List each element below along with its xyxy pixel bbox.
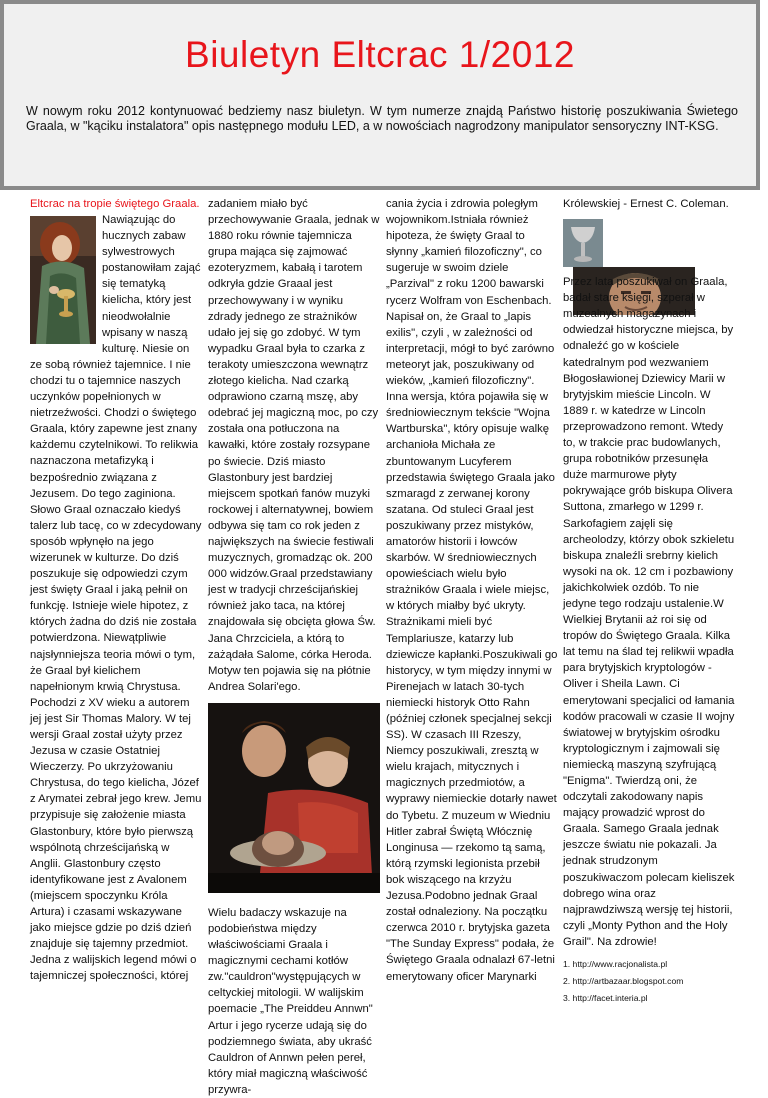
column-4	[563, 196, 735, 1007]
column-1	[30, 196, 202, 985]
footnote-item: 3. http://facet.interia.pl	[563, 993, 648, 1004]
intro-paragraph: W nowym roku 2012 kontynuować bedziemy nasz biuletyn. W tym numerze znajdą Państwo historię poszukiwania Świetego Graala, w "kąciku instalatora" opis następnego modułu LED, a w nowościach nagrodzony manipulator sensoryczny INT-KSG.	[26, 104, 738, 133]
chalice-image	[563, 219, 603, 267]
column-2	[208, 196, 380, 1098]
column-3-text: cania życia i zdrowia poległym wojownikom.Istniała również hipoteza, że święty Graal to słynny „kamień filozoficzny", co sugeruje w swoim dziele „Parzival" z roku 1200 bawarski rycerz Wolfram von Eschenbach. Napisał on, że Graal to „lapis exilis", czyli , w zależności od interpretacji, mógł to być zarówno meteoryt jak, poszukiwany od wieków, „kamień filozoficzny". Inna wersja, która pojawiła się w średniowiecznym tekście "Wojna Wartburska", który opisuje walkę archanioła Michała ze zbuntowanym Lucyferem przedstawia świętego Graala jako szmaragd z zerwanej korony szatana. Od stuleci Graal jest poszukiwany przez mistyków, amatorów historii i łowców skarbów. W średniowiecznych opowieściach wielu było strażników Graala i wiele miejsc, w których miałby być ukryty. Strażnikami mieli być Templariusze, katarzy lub dziewicze kapłanki.Poszukiwali go historycy, w tym między innymi w Pirenejach w latach 30-tych niemiecki historyk Otto Rahn (później członek specjalnej sekcji SS). W czasach III Rzeszy, Niemcy poszukiwali, zresztą w wielu krajach, mitycznych i magicznych przedmiotów, a wyprawy niemieckie dotarły nawet do Tybetu. Z muzeum w Wiedniu Hitler zabrał Świętą Włócznię Longinusa — rzekomo tą samą, którą rzymski legionista przebił bok wiszącego na krzyżu Jezusa.Podobno jednak Graal został odnaleziony. Na początku czerwca 2010 r. brytyjska gazeta "The Sunday Express" podała, że Świętego Graala odnalazł 67-letni emerytowany oficer Marynarki	[386, 198, 558, 983]
salome-painting-image	[208, 703, 380, 893]
footnote-item: 2. http://artbazaar.blogspot.com	[563, 976, 684, 987]
column-2-text-b: Wielu badaczy wskazuje na podobieństwa między właściwościami Graala i magicznymi cechami kotłów zw."cauldron"występujących w celtyckiej mitologii. W walijskim poemacie „The Preiddeu Annwn" Artur i jego rycerze udają się do podziemnego świata, aby ukraść Cauldron of Annwn pełen pereł, który miał magiczną właściwość przywra-	[208, 906, 373, 1096]
column-3	[386, 196, 558, 985]
column-1-text: Nawiązując do hucznych zabaw sylwestrowych postanowiłam zająć się tematyką kielicha, który jest nieodwołalnie wpisany w naszą kulturę. Niesie on ze sobą również tajemnice. I nie chodzi tu o tajemnice naszych uczynków popełnionych w nietrzeźwości. Chodzi o świętego Graala, który zapewne jest znany każdemu czytelnikowi. To relikwia naznaczona metafizyką i bezpośrednio związana z Jezusem. Do tego zaginiona. Słowo Graal oznaczało kiedyś talerz lub tacę, co w zdecydowany sposób wpłynęło na jego wizerunek w kulturze. Do dziś poszukuje się odpowiedzi czym jest święty Graal i jaką pełnił on funkcję. Istnieje wiele hipotez, z których żadna do dziś nie została potwierdzona. Niewątpliwie najsłynniejsza teoria mówi o tym, że Graal był kielichem napełnionym krwią Chrystusa. Pochodzi z XV wieku a autorem jej jest Sir Thomas Malory. W tej wersji Graal został użyty przez Jezusa w czasie Ostatniej Wieczerzy. Po ukrzyżowaniu Chrystusa, do tego kielicha, Józef z Arymatei zebrał jego krew. Jemu przypisuje się założenie miasta Glastonbury, które było pierwszą wspólnotą chrześcijańską w Anglii. Glastonbury często identyfikowane jest z Avalonem (miejscem spoczynku Króla Artura) i czasami wskazywane jako miejsce gdzie po dziś dzień znajduje się tajemny przedmiot. Jedna z walijskich legend mówi o tajemniczej społeczności, której	[30, 214, 202, 983]
grail-painting-image	[30, 216, 96, 344]
newsletter-title: Biuletyn Eltcrac 1/2012	[185, 34, 575, 75]
column-4-text-a: Królewskiej - Ernest C. Coleman.	[563, 198, 729, 210]
header-box	[0, 0, 760, 190]
article-title: Eltcrac na tropie świętego Graala.	[30, 198, 200, 210]
footnotes-list	[563, 956, 735, 1007]
footnote-item: 1. http://www.racjonalista.pl	[563, 959, 668, 970]
column-4-text-b: Przez lata poszukiwał on Graala, badał stare księgi, szperał w muzealnych magazynach i odwiedzał historyczne miejsca, by odnaleźć go w kościele katedralnym pod wezwaniem Błogosławionej Dziewicy Marii w brytyjskim mieście Lincoln. W 1889 r. w katedrze w Lincoln przeprowadzono remont. Wtedy to, w trakcie prac budowlanych, grupa robotników przesunęła duże marmurowe płyty pokrywające grób biskupa Olivera Suttona, zmarłego w 1299 r. Sarkofagiem zajęli się archeolodzy, którzy obok szkieletu biskupa znaleźli srebrny kielich wysoki na ok. 12 cm i pozbawiony jakichkolwiek ozdób. To nie jedyne tego rodzaju ustalenie.W Wielkiej Brytanii aż roi się od tropów do Świętego Graala. Kilka lat temu na ślad tej relikwii wpadła para brytyjskich kryptologów - Oliver i Sheila Lawn. Ci emerytowani specjalici od łamania kodów pracowali w czasie II wojny światowej w brytyjskim ośrodku kryptologicznym i zajmowali się niemiecką maszyną szyfrującą "Enigma". Twierdzą oni, że odczytali zakodowany napis mający prowadzić wprost do Graala. Samego Graala jednak jeszcze światu nie pokazali. Ja jednak strudzonym poszukiwaczom polecam kieliszek dobrego wina oraz najprawdziwszą wersję tej historii, czyli „Monty Python and the Holy Grail". Na zdrowie!	[563, 276, 735, 948]
image-row	[563, 219, 735, 267]
column-2-text-a: zadaniem miało być przechowywanie Graala, jednak w 1880 roku równie tajemnicza grupa mająca się zajmować ezoteryzmem, kabałą i tarotem odkryła gdzie Graaal jest przechowywany i w wyniku zdrady jednego ze strażników udało jej się go zdobyć. W tym wypadku Graal była to czarka z terakoty umieszczona wewnątrz złotego kielicha. Nad czarką odprawiono czarną mszę, aby odebrać jej magiczną moc, po czy została ona potłuczona na kawałki, które zostały rozsypane po świecie. Dziś miasto Glastonbury jest bardziej miejscem spotkań fanów muzyki rockowej i alternatywnej, bowiem odbywa się tam co rok jeden z największych na świecie festiwali muzycznych, gromadząc ok. 200 000 widzów.Graal przedstawiany jest w tradycji chrześcijańskiej również jako taca, na której znajdowała się obcięta głowa Św. Jana Chrzciciela, a którą to zażądała Salome, córka Heroda. Motyw ten pojawia się na płótnie Andrea Solari'ego.	[208, 198, 380, 693]
